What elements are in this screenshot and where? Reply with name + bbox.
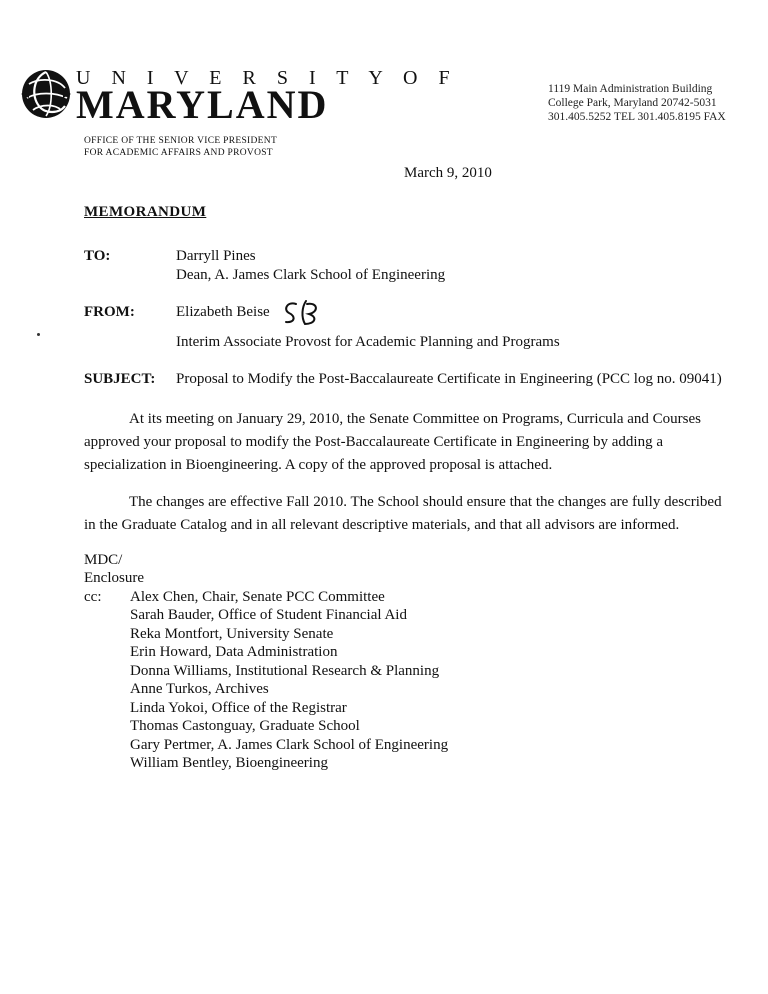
address-block (548, 82, 726, 124)
maryland-text: MARYLAND (76, 82, 329, 127)
subject-value: Proposal to Modify the Post-Baccalaureate Certificate in Engineering (PCC log no. 09041) (176, 371, 722, 387)
letterhead (0, 0, 768, 160)
memorandum-title: MEMORANDUM (84, 204, 207, 220)
letter-content (84, 165, 728, 773)
address-line-2: College Park, Maryland 20742-5031 (548, 97, 717, 109)
office-title (84, 135, 277, 159)
cc-item: Anne Turkos, Archives (130, 681, 269, 697)
from-label: FROM: (84, 304, 135, 320)
to-row (84, 247, 728, 284)
enclosure-note: Enclosure (84, 570, 144, 586)
cc-row (84, 588, 728, 773)
body-paragraphs (84, 408, 728, 537)
address-line-1: 1119 Main Administration Building (548, 83, 713, 95)
cc-item: Gary Pertmer, A. James Clark School of Engineering (130, 736, 449, 753)
date: March 9, 2010 (404, 165, 492, 181)
scan-artifact-dot (37, 333, 40, 336)
office-line-1: OFFICE OF THE SENIOR VICE PRESIDENT (84, 136, 278, 146)
cc-item: Thomas Castonguay, Graduate School (130, 718, 360, 734)
cc-label: cc: (84, 588, 102, 605)
cc-item: Linda Yokoi, Office of the Registrar (130, 699, 347, 716)
subject-label: SUBJECT: (84, 371, 156, 387)
address-line-3: 301.405.5252 TEL 301.405.8195 FAX (548, 111, 726, 123)
paragraph-1: At its meeting on January 29, 2010, the Senate Committee on Programs, Curricula and Courses approved your proposal to modify the Post-Baccalaureate Certificate in Engineering by adding a specialization in Bioengineering. A copy of the approved proposal is attached. (84, 410, 701, 473)
umd-globe-logo-icon (19, 66, 73, 122)
to-name: Darryll Pines (176, 248, 256, 264)
cc-item: Erin Howard, Data Administration (130, 644, 338, 660)
from-title: Interim Associate Provost for Academic Planning and Programs (176, 333, 560, 350)
university-wordmark (76, 67, 458, 127)
from-row (84, 303, 728, 351)
university-of-text: U N I V E R S I T Y O F (76, 67, 458, 89)
paragraph-2: The changes are effective Fall 2010. The School should ensure that the changes are fully described in the Graduate Catalog and in all relevant descriptive materials, and that all advisors are informed. (84, 493, 722, 533)
to-title: Dean, A. James Clark School of Engineering (176, 266, 446, 283)
office-line-2: FOR ACADEMIC AFFAIRS AND PROVOST (84, 148, 273, 158)
signature-icon (280, 297, 326, 333)
cc-item: Alex Chen, Chair, Senate PCC Committee (130, 588, 385, 605)
to-label: TO: (84, 248, 111, 264)
to-value (176, 247, 728, 284)
cc-item: William Bentley, Bioengineering (130, 755, 328, 771)
subject-row (84, 370, 728, 389)
cc-item: Reka Montfort, University Senate (130, 625, 334, 642)
from-name: Elizabeth Beise (176, 304, 270, 320)
cc-item: Donna Williams, Institutional Research & Planning (130, 662, 440, 679)
footer-block (84, 551, 728, 773)
from-value (176, 303, 728, 351)
cc-item: Sarah Bauder, Office of Student Financial Aid (130, 607, 407, 623)
cc-list (130, 588, 448, 773)
typist-initials: MDC/ (84, 551, 123, 568)
